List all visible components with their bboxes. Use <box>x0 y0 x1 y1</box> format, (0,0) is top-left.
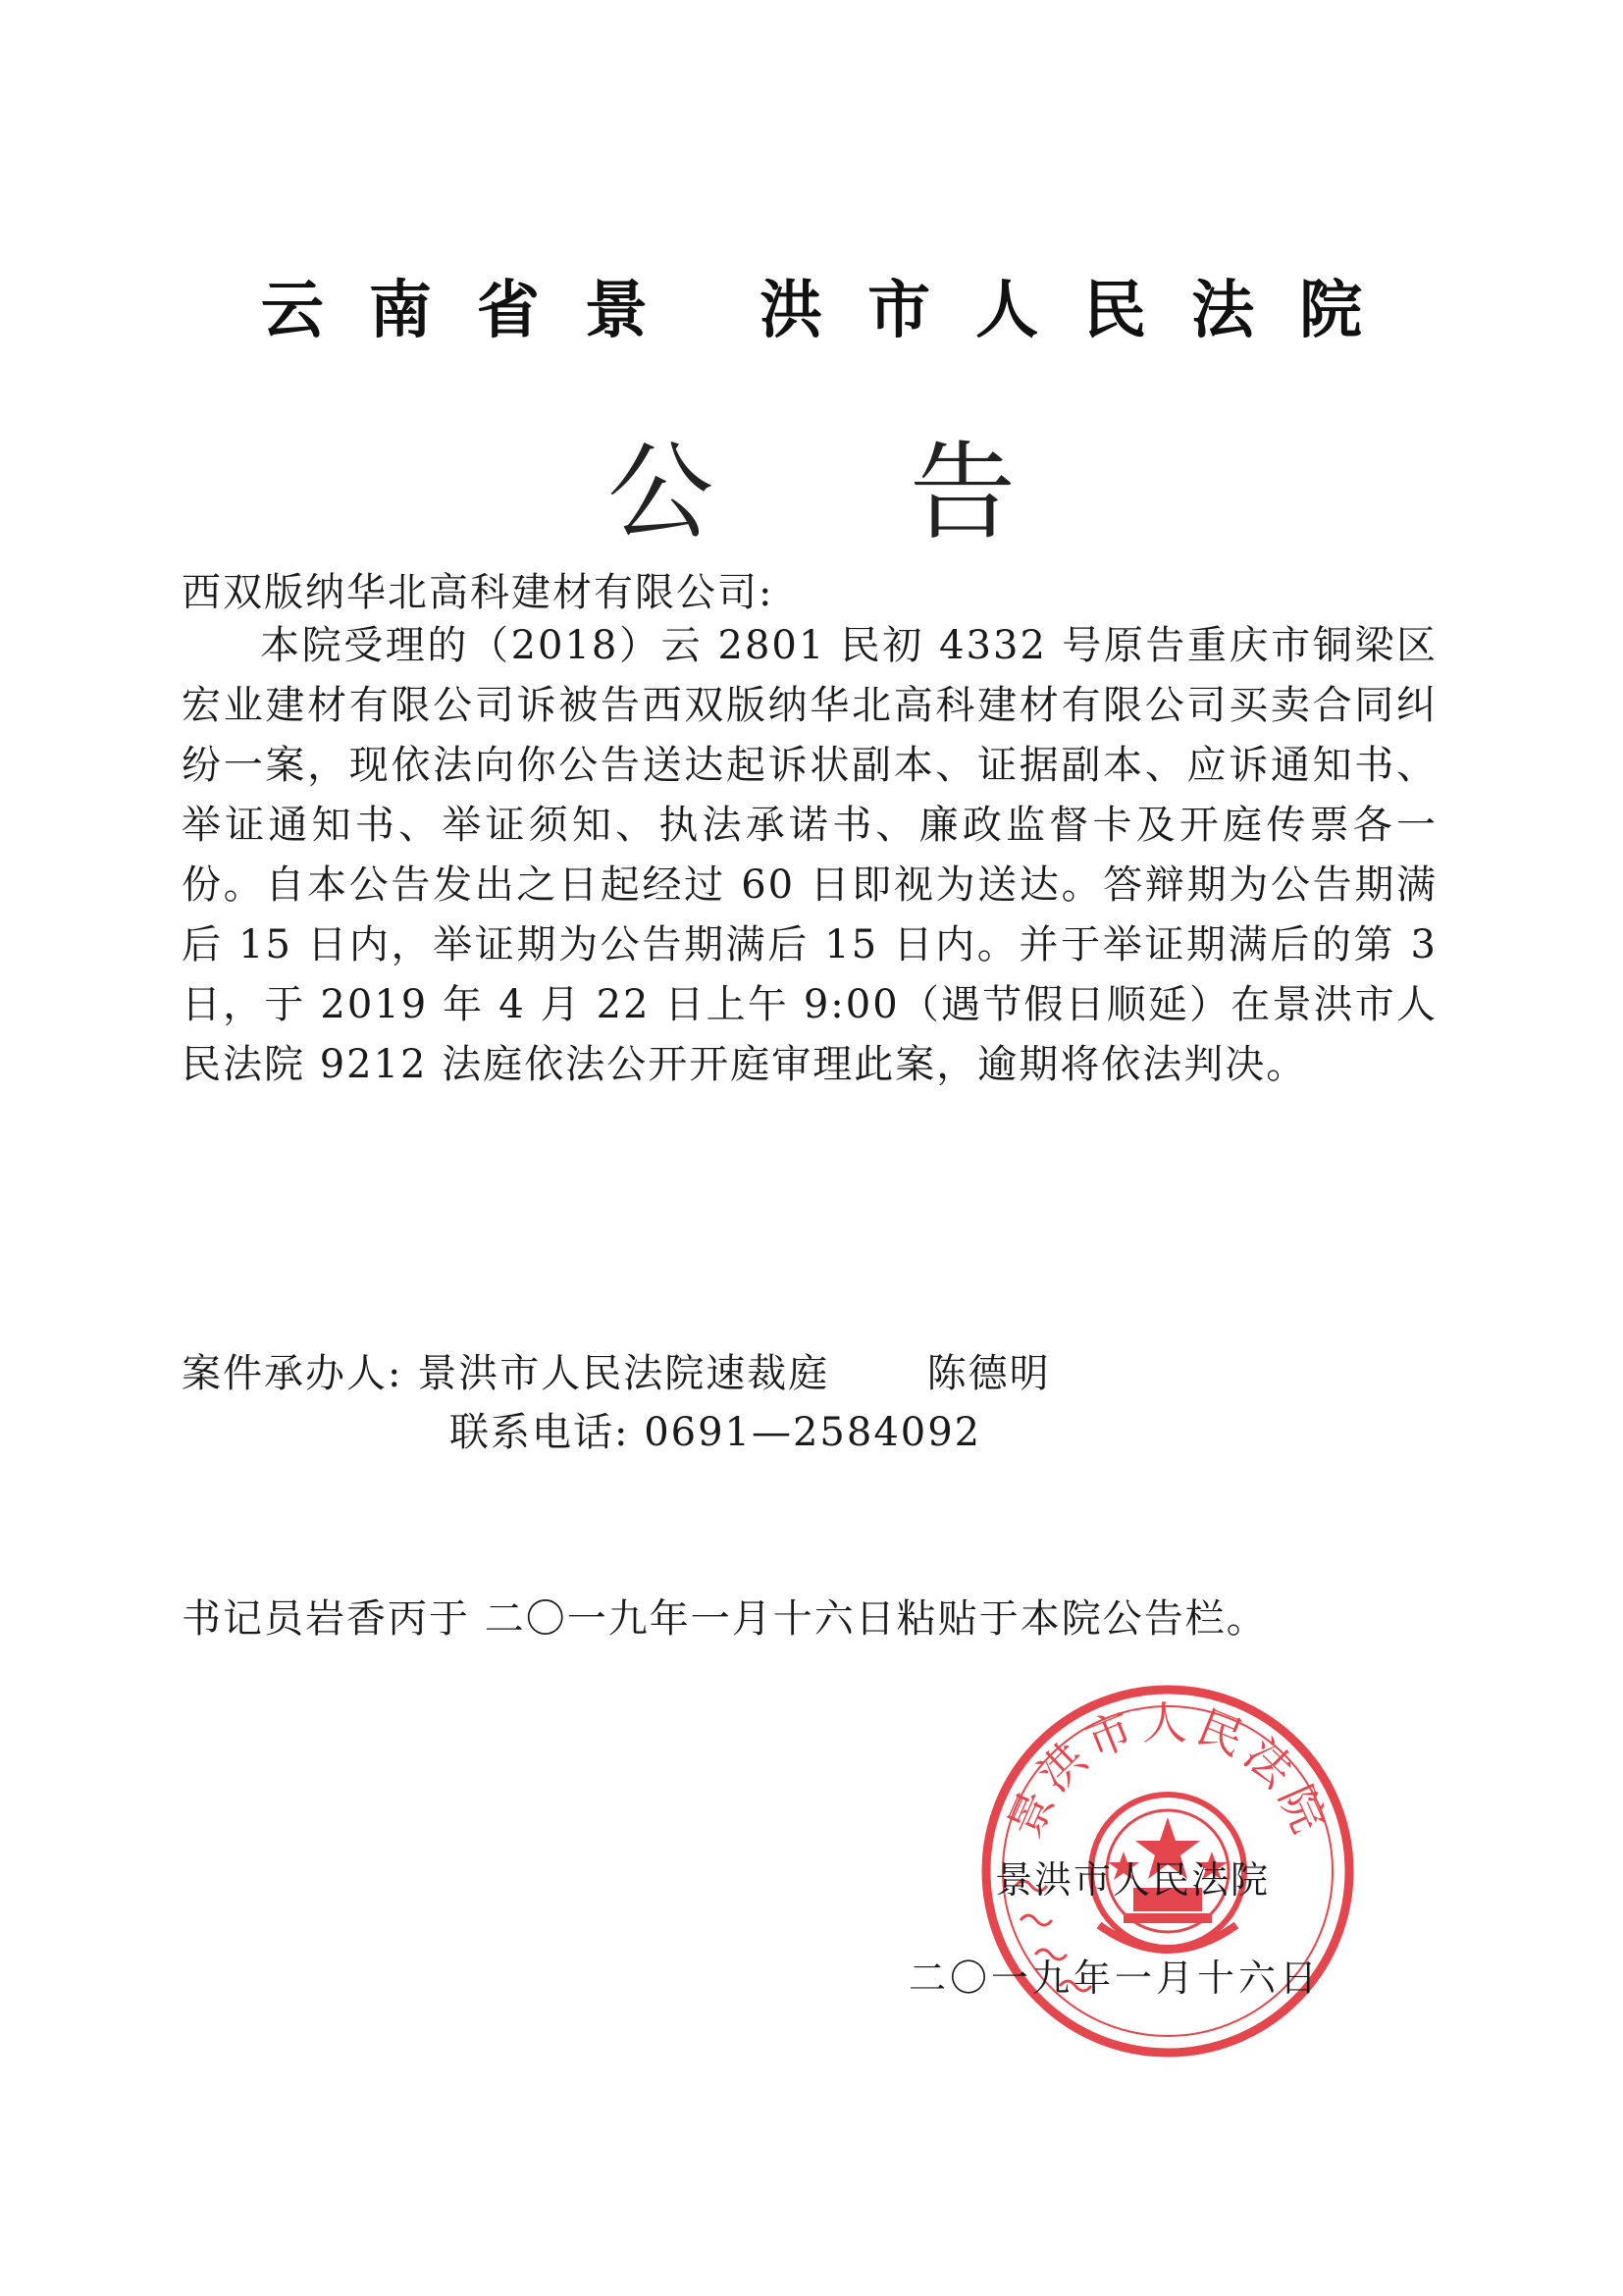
signature-court: 景洪市人民法院 <box>995 1858 1271 1902</box>
handler-name: 陈德明 <box>926 1351 1051 1396</box>
notice-title: 公告 <box>606 432 1212 554</box>
signature-date: 二〇一九年一月十六日 <box>909 1957 1322 2000</box>
addressee: 西双版纳华北高科建材有限公司: <box>182 570 774 615</box>
handler-label: 案件承办人: <box>182 1351 403 1396</box>
handler-unit: 景洪市人民法院速裁庭 <box>417 1351 830 1396</box>
notice-body: 本院受理的（2018）云 2801 民初 4332 号原告重庆市铜梁区宏业建材有限公司诉被告西双版纳华北高科建材有限公司买卖合同纠纷一案，现依法向你公告送达起诉状副本、证据副本、应诉通知书、举证通知书、举证须知、执法承诺书、廉政监督卡及开庭传票各一份。自本公告发出之日起经过 60 日即视为送达。答辩期为公告期满后 15 日内，举证期为公告期满后 15 日内。并于举证期满后的第 3 日，于 2019 年 4 月 22 日上午 9:00（遇节假日顺延）在景洪市人民法院 9212 法庭依法公开开庭审理此案，逾期将依法判决。 <box>182 623 1438 1087</box>
case-handler <box>182 1342 1051 1398</box>
seal-text: 景洪市人民法院 <box>997 1696 1338 1846</box>
court-name-heading: 云南省景 洪市人民法院 <box>260 274 1408 347</box>
contact-phone: 联系电话: 0691—2584092 <box>449 1410 982 1455</box>
posting-note: 书记员岩香丙于 二〇一九年一月十六日粘贴于本院公告栏。 <box>182 1596 1268 1642</box>
